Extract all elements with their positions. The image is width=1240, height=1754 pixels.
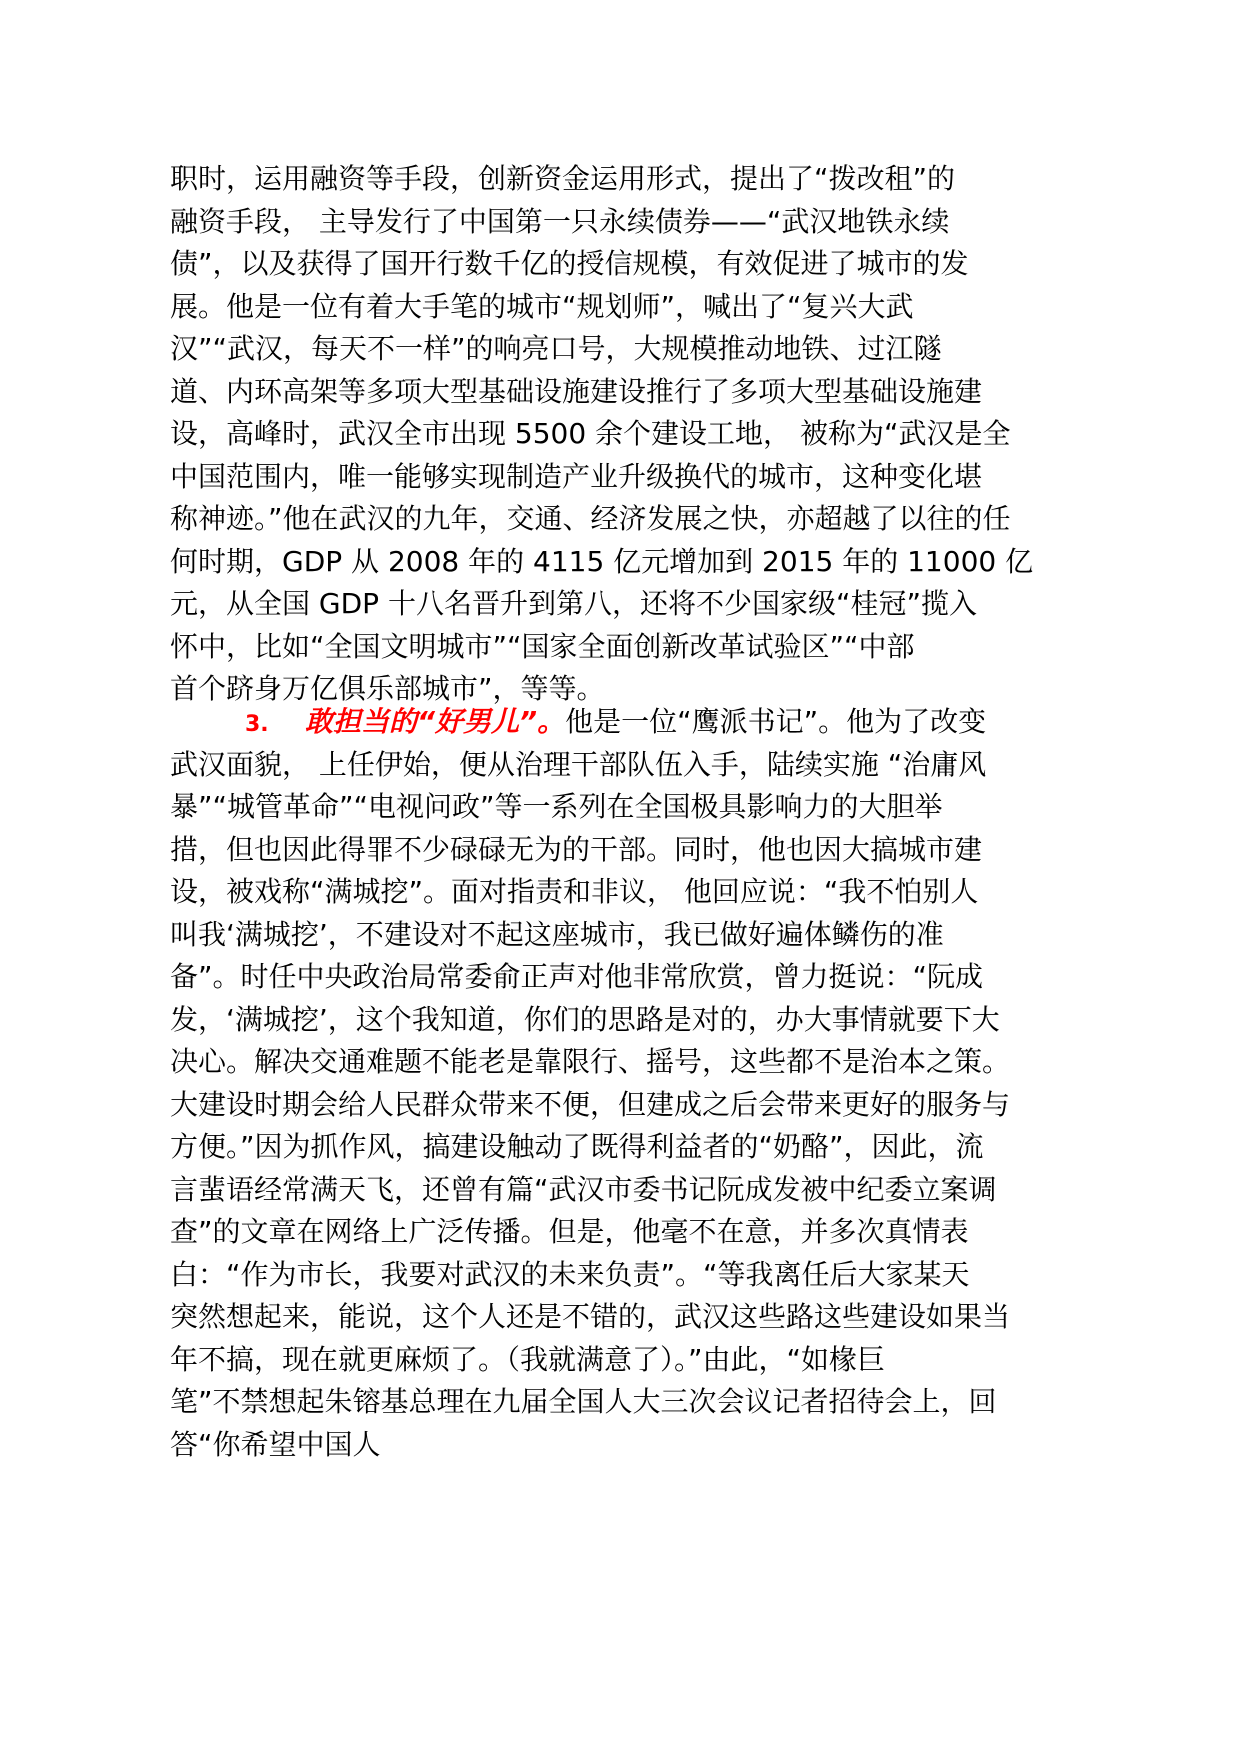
text-line: 叫我‘满城挖’，不建设对不起这座城市，我已做好遍体鳞伤的准 [170, 917, 944, 951]
text-line: 职时，运用融资等手段，创新资金运用形式，提出了“拨改租”的 [170, 162, 956, 195]
text-line: 暴”“城管革命”“电视问政”等一系列在全国极具影响力的大胆举 [170, 790, 943, 823]
text-line: 展。他是一位有着大手笔的城市“规划师”，喊出了“复兴大武 [170, 289, 914, 323]
section-heading-line [170, 701, 1090, 744]
text-line: 汉”“武汉，每天不一样”的响亮口号，大规模推动地铁、过江隧 [170, 332, 942, 365]
text-line: 怀中，比如“全国文明城市”“国家全面创新改革试验区”“中部 [170, 629, 915, 663]
text-line: 查”的文章在网络上广泛传播。但是，他毫不在意，并多次真情表 [170, 1215, 969, 1248]
text-line: 大建设时期会给人民群众带来不便，但建成之后会带来更好的服务与 [170, 1087, 1011, 1121]
text-line: 白：“作为市长，我要对武汉的未来负责”。“等我离任后大家某天 [170, 1257, 970, 1291]
text-line: 元，从全国 GDP 十八名晋升到第八，还将不少国家级“桂冠”揽入 [170, 587, 977, 620]
text-line: 突然想起来，能说，这个人还是不错的，武汉这些路这些建设如果当 [170, 1300, 1011, 1333]
text-line: 措，但也因此得罪不少碌碌无为的干部。同时，他也因大搞城市建 [170, 832, 983, 866]
section-title: 敢担当的“好男儿”。 [305, 705, 566, 738]
text-line: 中国范围内，唯一能够实现制造产业升级换代的城市，这种变化堪 [170, 459, 983, 493]
text-line: 年不搞，现在就更麻烦了。（我就满意了）。”由此，“如椽巨 [170, 1342, 886, 1376]
text-line: 备”。时任中央政治局常委俞正声对他非常欣赏，曾力挺说：“阮成 [170, 960, 984, 993]
text-line: 设，高峰时，武汉全市出现 5500 余个建设工地， 被称为“武汉是全 [170, 417, 1011, 450]
text-line: 称神迹。”他在武汉的九年，交通、经济发展之快，亦超越了以往的任 [170, 502, 1011, 535]
paragraph-continuation [170, 158, 1090, 711]
text-line: 道、内环高架等多项大型基础设施建设推行了多项大型基础设施建 [170, 374, 983, 408]
text-line: 方便。”因为抓作风，搞建设触动了既得利益者的“奶酪”，因此，流 [170, 1130, 984, 1163]
text-line: 他是一位“鹰派书记”。他为了改变 [565, 705, 987, 738]
text-line: 决心。解决交通难题不能老是靠限行、摇号，这些都不是治本之策。 [170, 1045, 1011, 1078]
text-line: 何时期，GDP 从 2008 年的 4115 亿元增加到 2015 年的 11000 亿 [170, 544, 1034, 578]
text-line: 融资手段， 主导发行了中国第一只永续债券——“武汉地铁永续 [170, 204, 950, 238]
text-line: 发，‘满城挖’，这个我知道，你们的思路是对的，办大事情就要下大 [170, 1002, 1000, 1036]
text-line: 设，被戏称“满城挖”。面对指责和非议， 他回应说：“我不怕别人 [170, 875, 979, 908]
text-line: 债”，以及获得了国开行数千亿的授信规模，有效促进了城市的发 [170, 247, 969, 280]
section-number: 3. [245, 712, 269, 737]
text-line: 笔”不禁想起朱镕基总理在九届全国人大三次会议记者招待会上，回 [170, 1385, 997, 1418]
text-line: 言蜚语经常满天飞，还曾有篇“武汉市委书记阮成发被中纪委立案调 [170, 1172, 997, 1206]
text-line: 武汉面貌， 上任伊始，便从治理干部队伍入手，陆续实施 “治庸风 [170, 747, 987, 781]
text-line: 首个跻身万亿俱乐部城市”，等等。 [170, 672, 605, 705]
section-3-paragraph [170, 701, 1090, 1466]
text-line: 答“你希望中国人 [170, 1427, 381, 1461]
